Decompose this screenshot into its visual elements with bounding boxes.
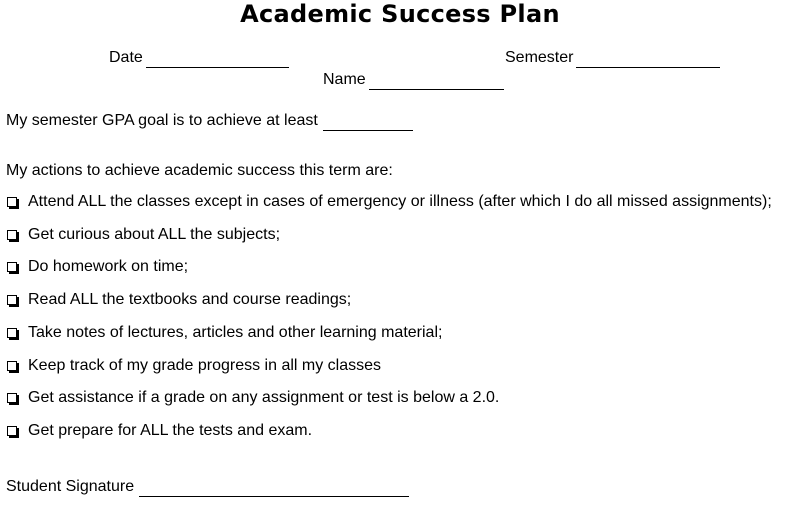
- checklist-item: [6, 192, 772, 212]
- checklist-item: [6, 356, 381, 376]
- checkbox-icon[interactable]: [7, 426, 17, 436]
- checkbox-icon[interactable]: [7, 262, 17, 272]
- checklist-item-label: Attend ALL the classes except in cases of emergency or illness (after which I do all missed assignments);: [28, 193, 772, 210]
- checklist-item: [6, 421, 312, 441]
- checklist-item: [6, 290, 351, 310]
- checkbox-icon[interactable]: [7, 197, 17, 207]
- checklist-item: [6, 257, 188, 277]
- signature-label: Student Signature: [6, 478, 135, 495]
- name-blank[interactable]: [369, 74, 504, 90]
- checklist-item: [6, 388, 499, 408]
- checkbox-icon[interactable]: [7, 230, 17, 240]
- gpa-goal-label: My semester GPA goal is to achieve at least: [6, 112, 318, 129]
- checkbox-icon[interactable]: [7, 393, 17, 403]
- semester-label: Semester: [505, 49, 574, 66]
- checklist-item-label: Read ALL the textbooks and course readings;: [28, 291, 352, 309]
- actions-intro: My actions to achieve academic success this term are:: [6, 162, 393, 179]
- checkbox-icon[interactable]: [7, 361, 17, 371]
- name-field: [323, 70, 504, 90]
- checkbox-icon[interactable]: [7, 328, 17, 338]
- page-title: Academic Success Plan: [240, 0, 560, 28]
- date-blank[interactable]: [146, 52, 289, 68]
- checklist-item-label: Do homework on time;: [28, 258, 189, 276]
- name-label: Name: [323, 71, 366, 88]
- checklist-item-label: Get assistance if a grade on any assignment or test is below a 2.0.: [28, 389, 500, 407]
- checklist-item: [6, 225, 280, 245]
- gpa-goal-blank[interactable]: [323, 115, 413, 131]
- signature-field: [6, 477, 409, 497]
- semester-blank[interactable]: [576, 52, 720, 68]
- checkbox-icon[interactable]: [7, 295, 17, 305]
- checklist-item-label: Get curious about ALL the subjects;: [28, 225, 281, 243]
- signature-blank[interactable]: [139, 481, 409, 497]
- checklist-item-label: Keep track of my grade progress in all my classes: [28, 356, 382, 374]
- date-label: Date: [109, 49, 143, 66]
- checklist-item: [6, 323, 442, 343]
- date-field: [109, 48, 289, 68]
- gpa-goal-field: [6, 111, 413, 131]
- semester-field: [505, 48, 720, 68]
- checklist-item-label: Take notes of lectures, articles and other learning material;: [28, 323, 443, 341]
- checklist-item-label: Get prepare for ALL the tests and exam.: [28, 421, 313, 439]
